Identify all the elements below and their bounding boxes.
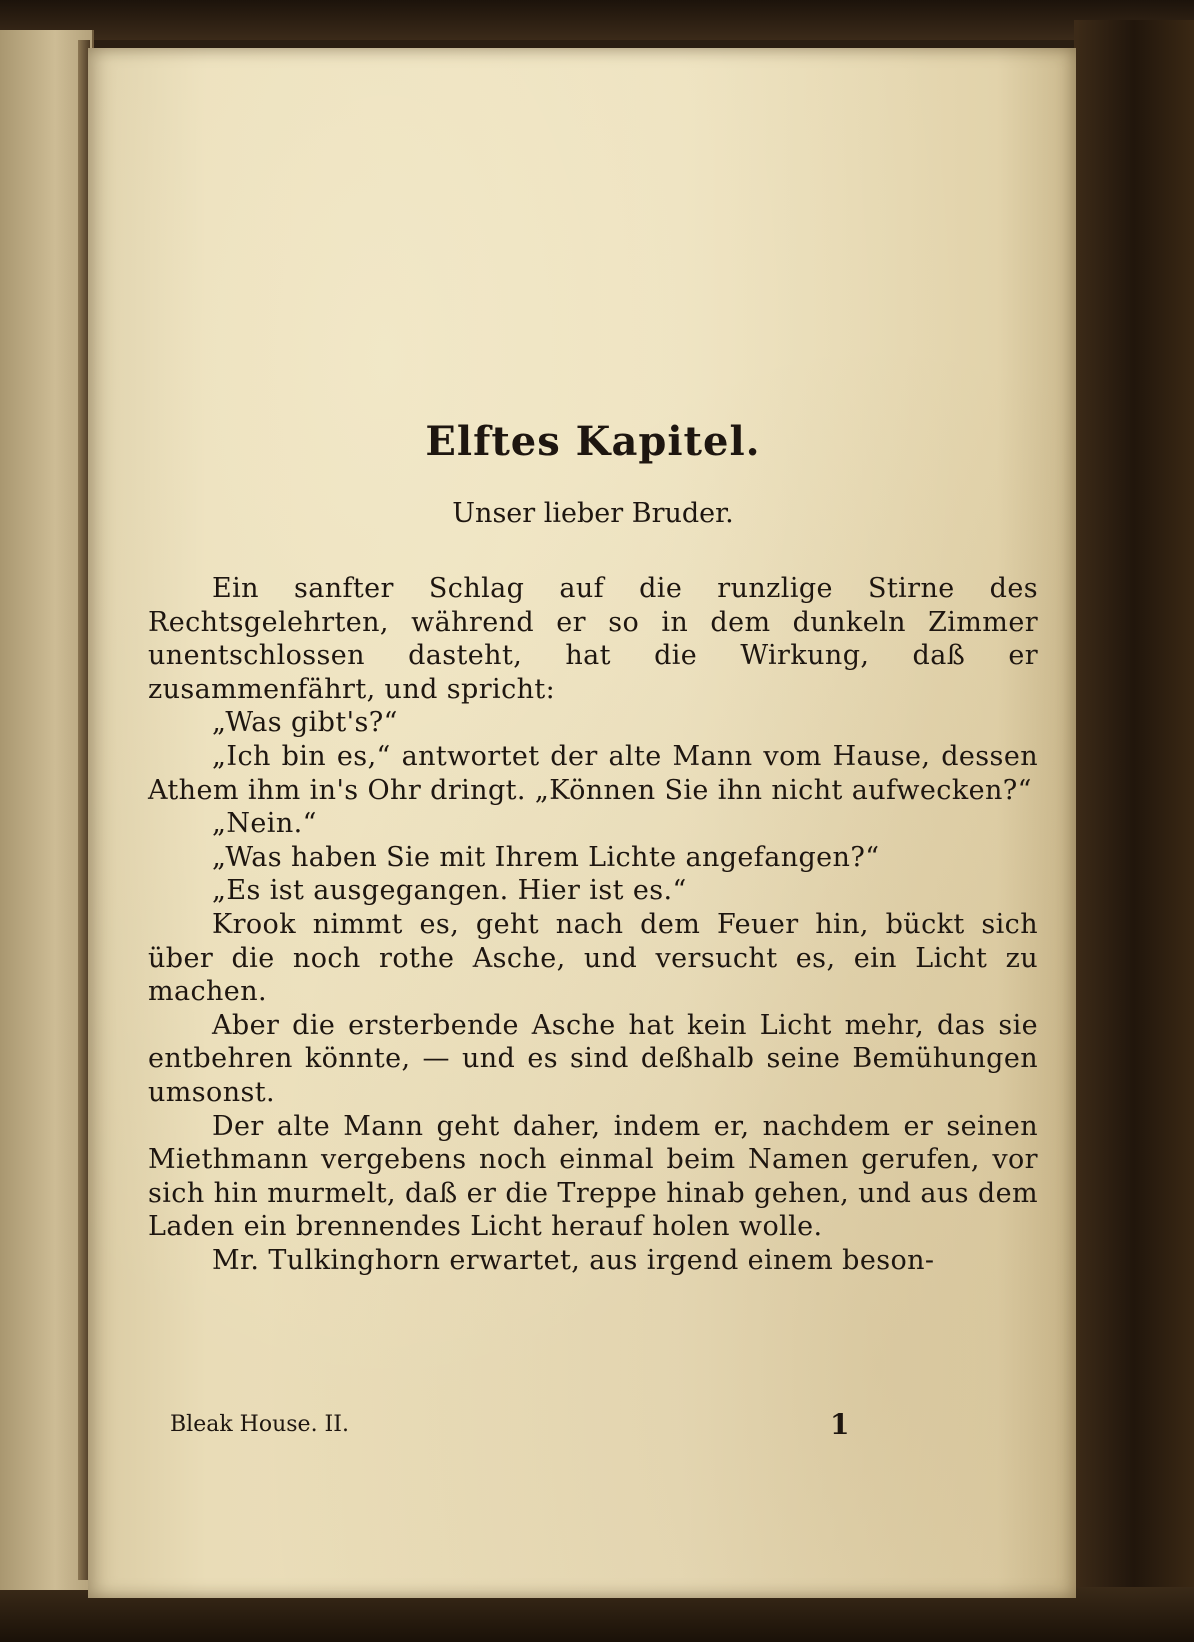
signature-mark: Bleak House. II. bbox=[170, 1412, 349, 1437]
paragraph: „Ich bin es,“ antwortet der alte Mann vom Hause, dessen Athem ihm in's Ohr dringt. „Können Sie ihn nicht aufwecken?“ bbox=[148, 740, 1038, 806]
cover-board-right bbox=[1074, 20, 1194, 1620]
paragraph: Aber die ersterbende Asche hat kein Licht mehr, das sie entbehren könnte, — und es sind deßhalb seine Bemühungen umsonst. bbox=[148, 1009, 1038, 1108]
paragraph: Der alte Mann geht daher, indem er, nachdem er seinen Miethmann vergebens noch einmal beim Namen gerufen, vor sich hin murmelt, daß er die Treppe hinab gehen, und aus dem Laden ein brennendes Licht herauf holen wolle. bbox=[148, 1110, 1038, 1243]
page-footer bbox=[170, 1408, 870, 1446]
book-page bbox=[88, 48, 1076, 1598]
paragraph: Krook nimmt es, geht nach dem Feuer hin, bückt sich über die noch rothe Asche, und versucht es, ein Licht zu machen. bbox=[148, 908, 1038, 1008]
chapter-title: Elftes Kapitel. bbox=[425, 418, 761, 465]
chapter-subtitle: Unser lieber Bruder. bbox=[452, 498, 734, 529]
cover-board-top bbox=[0, 0, 1194, 40]
page-body bbox=[148, 416, 1038, 1277]
paragraph: „Nein.“ bbox=[212, 808, 317, 840]
paragraph: Ein sanfter Schlag auf die runzlige Stirne des Rechtsgelehrten, während er so in dem dunkeln Zimmer unentschlossen dasteht, hat die Wirkung, daß er zusammenfährt, und spricht: bbox=[148, 573, 1038, 705]
paragraph: „Was gibt's?“ bbox=[212, 707, 398, 739]
paragraph: „Es ist ausgegangen. Hier ist es.“ bbox=[212, 875, 687, 907]
sheet-number: 1 bbox=[830, 1408, 850, 1441]
paragraph: Mr. Tulkinghorn erwartet, aus irgend einem beson- bbox=[212, 1244, 935, 1276]
paragraph: „Was haben Sie mit Ihrem Lichte angefangen?“ bbox=[212, 841, 880, 873]
